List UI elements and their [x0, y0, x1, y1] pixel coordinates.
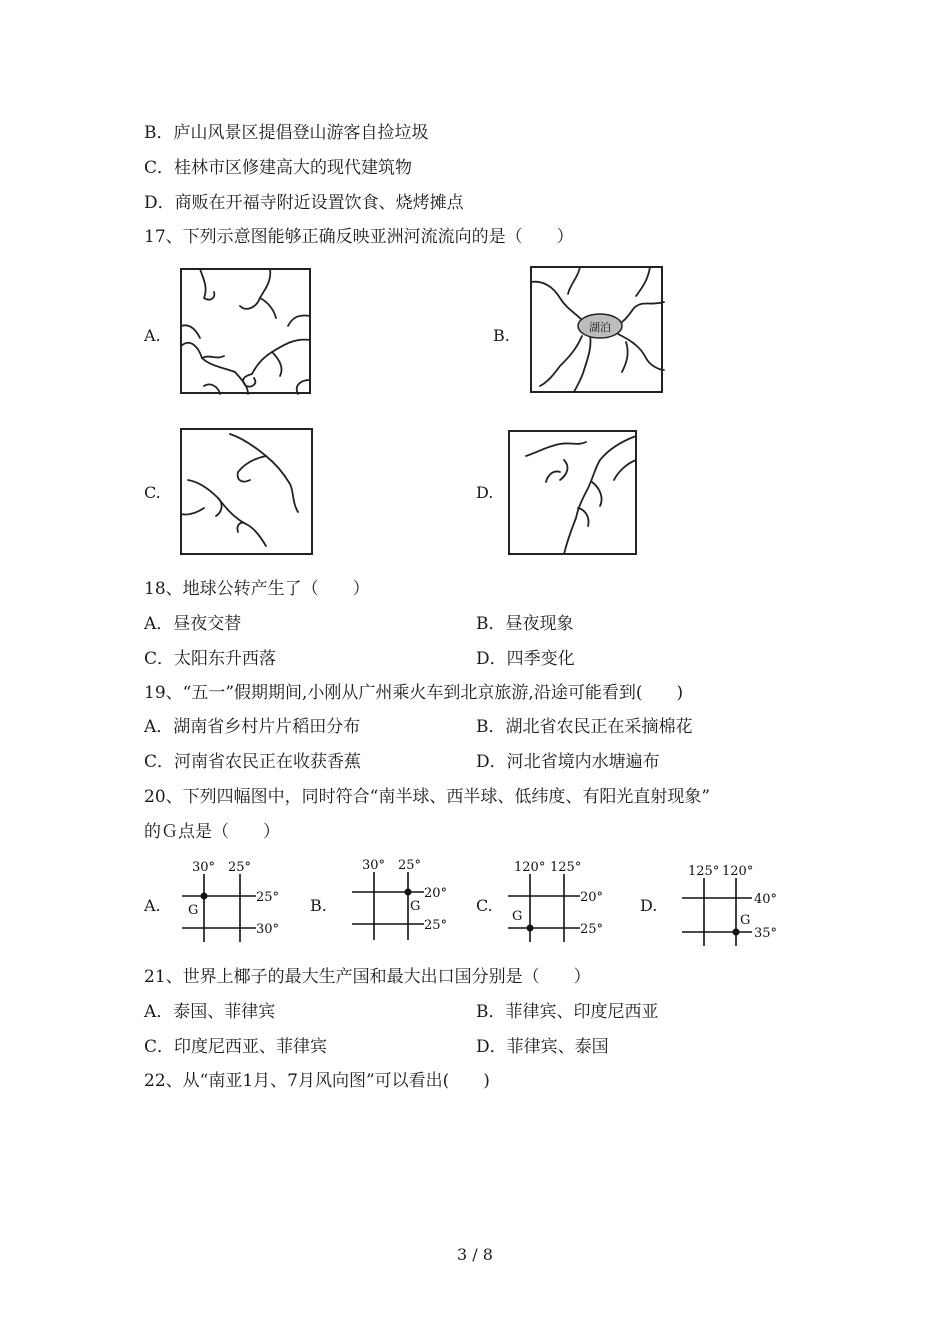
grid-b-lon-1: 30° — [362, 858, 386, 873]
page-number: 3 / 8 — [457, 1245, 493, 1264]
g-point-a — [201, 893, 208, 900]
q18-option-b: B．昼夜现象 — [476, 614, 574, 634]
q20-grid-b — [350, 852, 460, 942]
grid-c-lon-2: 125° — [550, 860, 582, 875]
q19-option-a: A．湖南省乡村片片稻田分布 — [144, 717, 361, 737]
grid-b-g-label: G — [410, 899, 421, 914]
grid-c-lat-1: 20° — [580, 890, 604, 905]
q19-stem: 19、“五一”假期期间,小刚从广州乘火车到北京旅游,沿途可能看到( ) — [144, 683, 684, 703]
grid-c-lon-1: 120° — [514, 860, 546, 875]
grid-b-lat-2: 25° — [424, 918, 448, 933]
q19-option-d: D．河北省境内水塘遍布 — [476, 752, 660, 772]
q17-map-c — [180, 428, 314, 556]
g-point-d — [733, 929, 740, 936]
grid-a-lon-1: 30° — [192, 860, 216, 875]
q18-option-c: C．太阳东升西落 — [144, 649, 277, 669]
q16-option-d: D．商贩在开福寺附近设置饮食、烧烤摊点 — [144, 193, 464, 213]
q17-map-a — [180, 268, 312, 395]
q21-option-c: C．印度尼西亚、菲律宾 — [144, 1037, 328, 1057]
q18-option-a: A．昼夜交替 — [144, 614, 242, 634]
q18-stem: 18、地球公转产生了（ ） — [144, 579, 370, 599]
q20-grid-d — [680, 858, 790, 948]
q20-label-d: D. — [640, 896, 658, 915]
q17-stem: 17、下列示意图能够正确反映亚洲河流流向的是（ ） — [144, 227, 574, 247]
grid-c-g-label: G — [512, 909, 523, 924]
q21-option-d: D．菲律宾、泰国 — [476, 1037, 609, 1057]
q21-stem: 21、世界上椰子的最大生产国和最大出口国分别是（ ） — [144, 967, 591, 987]
q22-stem: 22、从“南亚1月、7月风向图”可以看出( ) — [144, 1071, 490, 1091]
q16-option-c: C．桂林市区修建高大的现代建筑物 — [144, 158, 413, 178]
q16-option-b: B．庐山风景区提倡登山游客自捡垃圾 — [144, 123, 429, 143]
q20-label-a: A. — [144, 896, 161, 915]
q18-option-d: D．四季变化 — [476, 649, 575, 669]
q20-grid-c — [506, 856, 616, 946]
q20-grid-a — [180, 856, 290, 946]
q17-label-c: C. — [144, 483, 161, 502]
grid-d-lat-2: 35° — [754, 926, 778, 941]
grid-a-g-label: G — [188, 903, 199, 918]
g-point-b — [405, 889, 412, 896]
q20-stem-line1: 20、下列四幅图中，同时符合“南半球、西半球、低纬度、有阳光直射现象” — [144, 787, 711, 807]
grid-d-lat-1: 40° — [754, 892, 778, 907]
q17-label-b: B. — [493, 326, 510, 345]
q20-stem-line2: 的Ｇ点是（ ） — [144, 822, 280, 842]
g-point-c — [527, 925, 534, 932]
q17-label-a: A. — [144, 326, 161, 345]
q17-label-d: D. — [476, 483, 494, 502]
grid-d-g-label: G — [740, 913, 751, 928]
grid-c-lat-2: 25° — [580, 922, 604, 937]
q20-label-b: B. — [310, 896, 327, 915]
grid-b-lat-1: 20° — [424, 886, 448, 901]
grid-d-lon-2: 120° — [722, 864, 754, 879]
grid-b-lon-2: 25° — [398, 858, 422, 873]
grid-a-lat-1: 25° — [256, 890, 280, 905]
q21-option-a: A．泰国、菲律宾 — [144, 1002, 276, 1022]
q20-label-c: C. — [476, 896, 493, 915]
lake-label: 湖泊 — [589, 321, 611, 334]
grid-d-lon-1: 125° — [688, 864, 720, 879]
q17-map-b — [530, 266, 664, 394]
q17-map-d — [508, 430, 638, 556]
grid-a-lat-2: 30° — [256, 922, 280, 937]
q21-option-b: B．菲律宾、印度尼西亚 — [476, 1002, 659, 1022]
q19-option-b: B．湖北省农民正在采摘棉花 — [476, 717, 693, 737]
grid-a-lon-2: 25° — [228, 860, 252, 875]
q19-option-c: C．河南省农民正在收获香蕉 — [144, 752, 362, 772]
